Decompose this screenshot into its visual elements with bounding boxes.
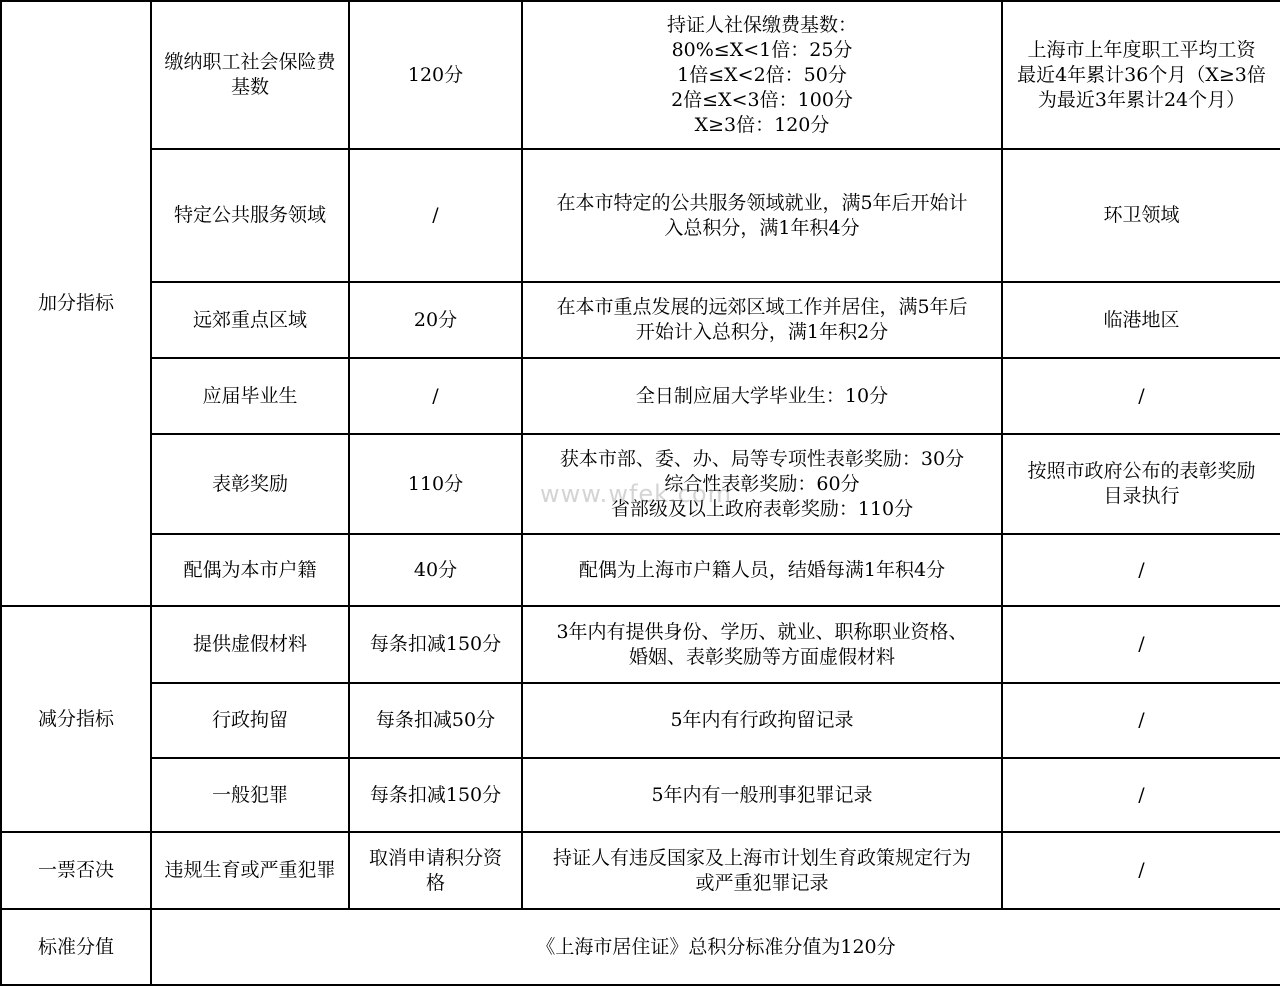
row-item: 远郊重点区域: [151, 282, 349, 358]
row-item: 提供虚假材料: [151, 606, 349, 683]
row-desc: 在本市重点发展的远郊区域工作并居住，满5年后 开始计入总积分，满1年积2分: [522, 282, 1002, 358]
row-desc: 5年内有一般刑事犯罪记录: [522, 758, 1002, 832]
row-item: 特定公共服务领域: [151, 149, 349, 282]
row-desc: 在本市特定的公共服务领域就业，满5年后开始计 入总积分，满1年积4分: [522, 149, 1002, 282]
row-item: 行政拘留: [151, 683, 349, 758]
row-note: 上海市上年度职工平均工资 最近4年累计36个月（X≥3倍 为最近3年累计24个月）: [1002, 1, 1280, 149]
table-row: [1, 534, 1280, 606]
row-score: /: [349, 149, 522, 282]
table-row: [1, 282, 1280, 358]
section-standard: 标准分值: [1, 909, 151, 985]
row-note: 按照市政府公布的表彰奖励 目录执行: [1002, 434, 1280, 534]
row-note: /: [1002, 832, 1280, 909]
row-desc: 3年内有提供身份、学历、就业、职称职业资格、 婚姻、表彰奖励等方面虚假材料: [522, 606, 1002, 683]
section-deduct: 减分指标: [1, 606, 151, 832]
row-item: 应届毕业生: [151, 358, 349, 434]
standard-value-text: 《上海市居住证》总积分标准分值为120分: [151, 909, 1280, 985]
row-item: 表彰奖励: [151, 434, 349, 534]
row-item: 缴纳职工社会保险费 基数: [151, 1, 349, 149]
row-score: /: [349, 358, 522, 434]
row-item: 违规生育或严重犯罪: [151, 832, 349, 909]
watermark: www.wfek.com: [540, 480, 732, 508]
row-score: 120分: [349, 1, 522, 149]
row-item: 一般犯罪: [151, 758, 349, 832]
row-note: /: [1002, 534, 1280, 606]
row-desc: 获本市部、委、办、局等专项性表彰奖励：30分 综合性表彰奖励：60分 省部级及以上政府表彰奖励：110分: [522, 434, 1002, 534]
row-desc: 持证人有违反国家及上海市计划生育政策规定行为 或严重犯罪记录: [522, 832, 1002, 909]
row-note: /: [1002, 606, 1280, 683]
row-score: 每条扣减150分: [349, 606, 522, 683]
row-score: 每条扣减150分: [349, 758, 522, 832]
table-row: [1, 149, 1280, 282]
table-row: [1, 909, 1280, 985]
row-desc: 5年内有行政拘留记录: [522, 683, 1002, 758]
table-row: [1, 606, 1280, 683]
table-row: [1, 832, 1280, 909]
table-row: [1, 758, 1280, 832]
row-note: /: [1002, 758, 1280, 832]
row-note: 环卫领域: [1002, 149, 1280, 282]
row-score: 40分: [349, 534, 522, 606]
table-row: [1, 434, 1280, 534]
row-note: 临港地区: [1002, 282, 1280, 358]
row-score: 110分: [349, 434, 522, 534]
row-desc: 持证人社保缴费基数： 80%≤X<1倍：25分 1倍≤X<2倍：50分 2倍≤X<3倍：100分 X≥3倍：120分: [522, 1, 1002, 149]
section-bonus: 加分指标: [1, 1, 151, 606]
table-row: [1, 358, 1280, 434]
table-row: [1, 683, 1280, 758]
row-score: 20分: [349, 282, 522, 358]
row-note: /: [1002, 683, 1280, 758]
row-note: /: [1002, 358, 1280, 434]
section-veto: 一票否决: [1, 832, 151, 909]
row-desc: 全日制应届大学毕业生：10分: [522, 358, 1002, 434]
row-item: 配偶为本市户籍: [151, 534, 349, 606]
row-score: 取消申请积分资 格: [349, 832, 522, 909]
table-row: [1, 1, 1280, 149]
row-desc: 配偶为上海市户籍人员，结婚每满1年积4分: [522, 534, 1002, 606]
row-score: 每条扣减50分: [349, 683, 522, 758]
